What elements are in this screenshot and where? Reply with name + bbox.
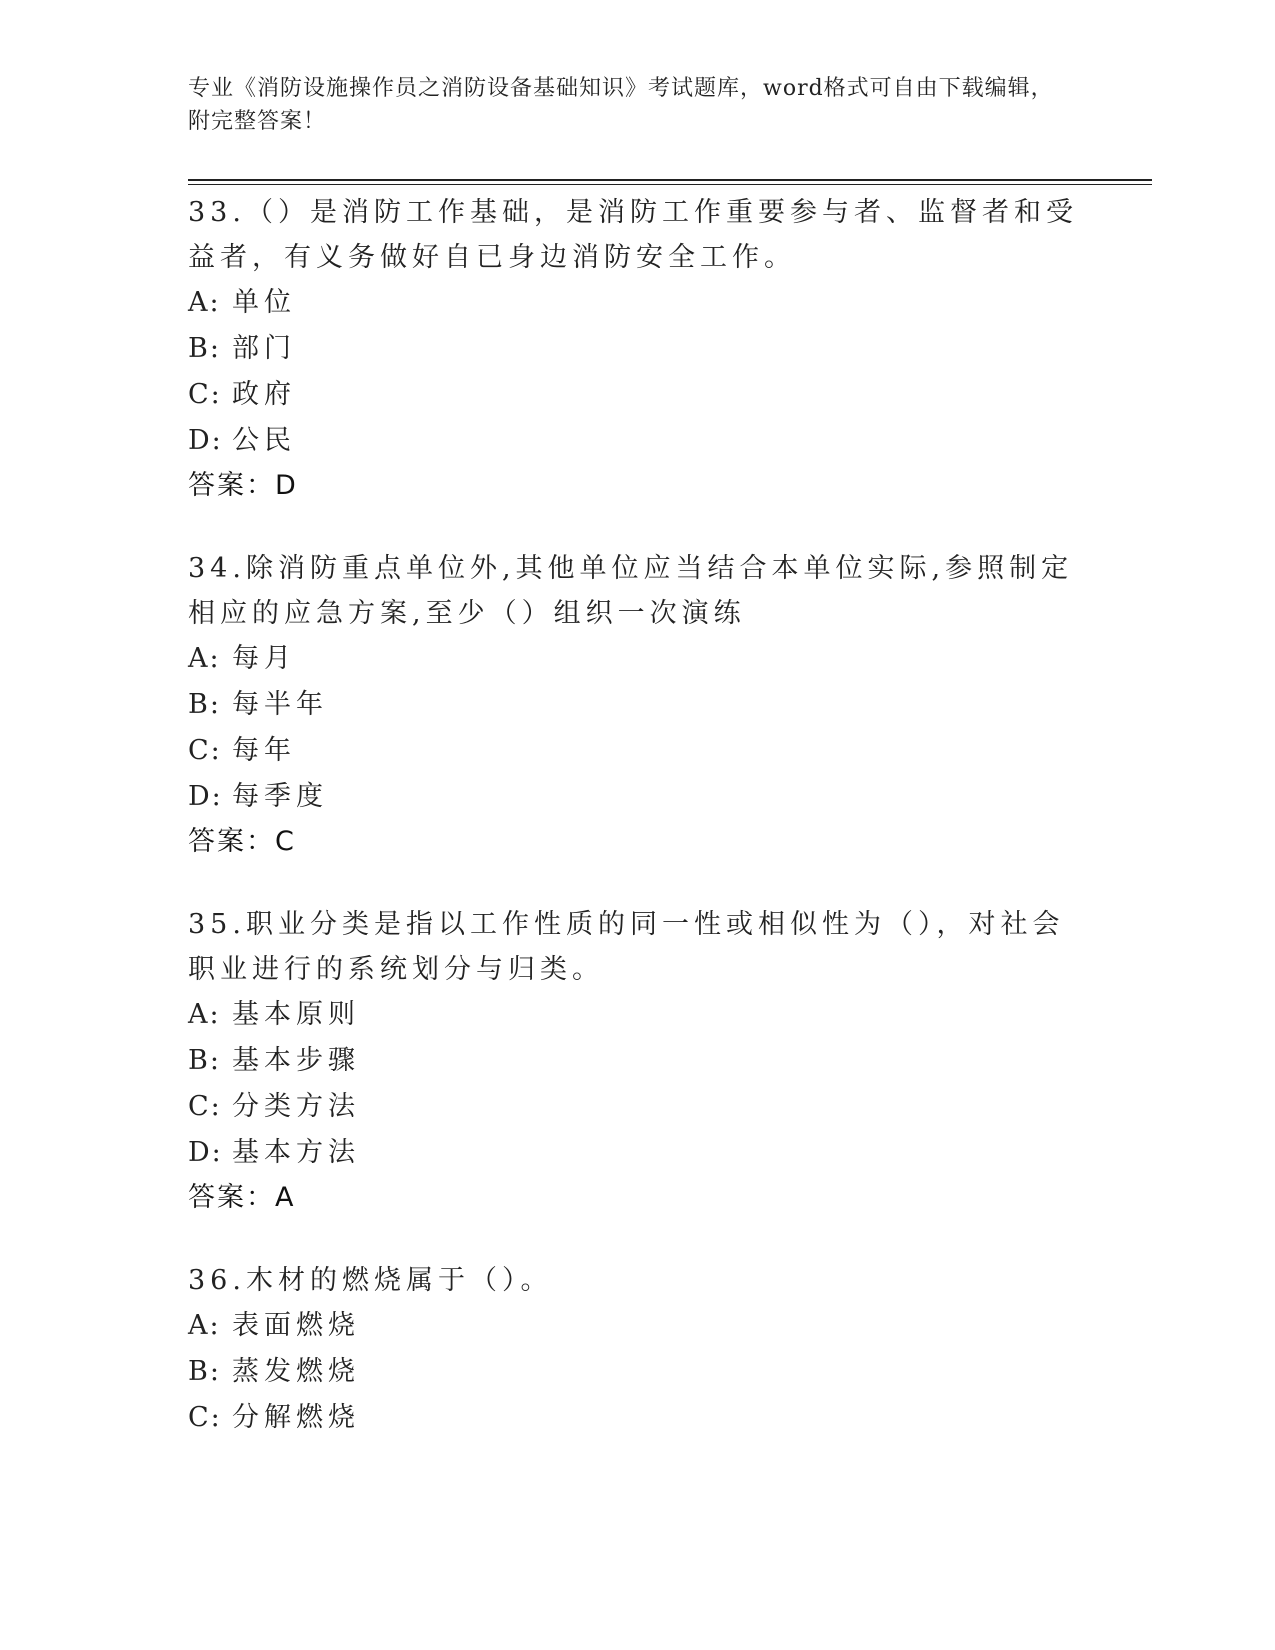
option-a xyxy=(188,636,1088,682)
option-letter: C: xyxy=(188,1402,222,1433)
option-text: 基本方法 xyxy=(232,1137,360,1168)
option-text: 政府 xyxy=(232,379,296,410)
option-b xyxy=(188,326,1088,372)
option-letter: A: xyxy=(188,287,221,318)
option-letter: A: xyxy=(188,1310,221,1341)
option-text: 每年 xyxy=(232,735,296,766)
option-c xyxy=(188,1084,1088,1130)
option-text: 基本步骤 xyxy=(232,1045,360,1076)
option-text: 每月 xyxy=(232,643,296,674)
option-text: 每季度 xyxy=(232,781,328,812)
question-35 xyxy=(188,902,1088,1220)
option-letter: C: xyxy=(188,735,222,766)
option-b xyxy=(188,1349,1088,1395)
option-a xyxy=(188,992,1088,1038)
option-letter: D: xyxy=(188,425,223,456)
option-d xyxy=(188,774,1088,820)
option-a xyxy=(188,1303,1088,1349)
question-list xyxy=(188,190,1088,1479)
question-34 xyxy=(188,546,1088,864)
header-divider-top xyxy=(188,179,1152,181)
option-letter: A: xyxy=(188,999,221,1030)
option-text: 每半年 xyxy=(232,689,328,720)
question-stem: 36.木材的燃烧属于（）。 xyxy=(188,1265,553,1296)
question-stem: 35.职业分类是指以工作性质的同一性或相似性为（），对社会职业进行的系统划分与归类。 xyxy=(188,909,1065,985)
option-letter: D: xyxy=(188,781,223,812)
document-header: 专业《消防设施操作员之消防设备基础知识》考试题库，word格式可自由下载编辑，附完整答案！ xyxy=(188,76,1054,134)
answer-line: 答案：C xyxy=(188,826,296,857)
option-text: 单位 xyxy=(232,287,296,318)
option-c xyxy=(188,1395,1088,1441)
option-c xyxy=(188,372,1088,418)
header-divider-bottom xyxy=(188,184,1152,185)
option-letter: B: xyxy=(188,333,221,364)
question-33 xyxy=(188,190,1088,508)
option-d xyxy=(188,1130,1088,1176)
option-a xyxy=(188,280,1088,326)
option-letter: C: xyxy=(188,1091,222,1122)
option-text: 表面燃烧 xyxy=(232,1310,360,1341)
option-letter: A: xyxy=(188,643,221,674)
option-letter: C: xyxy=(188,379,222,410)
option-text: 分类方法 xyxy=(232,1091,360,1122)
option-text: 公民 xyxy=(232,425,296,456)
option-d xyxy=(188,418,1088,464)
option-text: 分解燃烧 xyxy=(232,1402,360,1433)
option-letter: B: xyxy=(188,1356,221,1387)
answer-line: 答案：D xyxy=(188,470,298,501)
question-stem: 33.（）是消防工作基础，是消防工作重要参与者、监督者和受益者，有义务做好自已身边消防安全工作。 xyxy=(188,197,1078,273)
option-text: 部门 xyxy=(232,333,296,364)
option-letter: B: xyxy=(188,689,221,720)
option-b xyxy=(188,682,1088,728)
question-stem: 34.除消防重点单位外,其他单位应当结合本单位实际,参照制定相应的应急方案,至少（）组织一次演练 xyxy=(188,553,1074,629)
option-text: 蒸发燃烧 xyxy=(232,1356,360,1387)
option-letter: B: xyxy=(188,1045,221,1076)
question-36 xyxy=(188,1258,1088,1441)
answer-line: 答案：A xyxy=(188,1182,296,1213)
option-b xyxy=(188,1038,1088,1084)
option-c xyxy=(188,728,1088,774)
option-text: 基本原则 xyxy=(232,999,360,1030)
option-letter: D: xyxy=(188,1137,223,1168)
